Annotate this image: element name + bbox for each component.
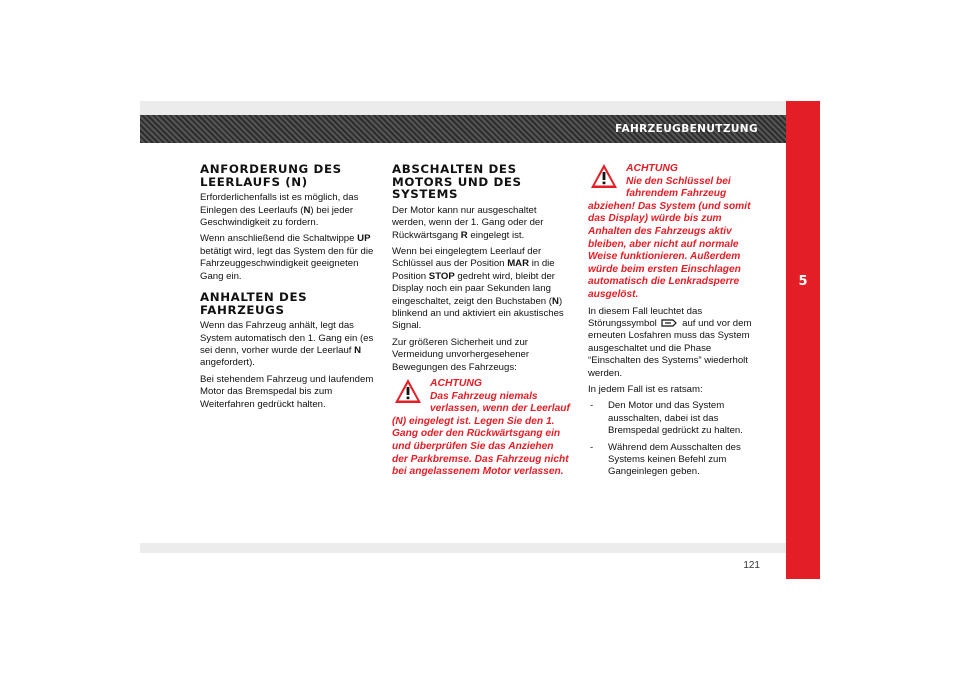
bottom-gray-strip <box>140 543 786 553</box>
heading-stopping-vehicle: ANHALTEN DES FAHRZEUGS <box>200 290 308 317</box>
list-item: - Während dem Ausschalten des Systems keinen Befehl zum Gangeinlegen geben. <box>590 441 741 478</box>
paragraph: Bei stehendem Fahrzeug und laufendem Motor das Bremspedal bis zum Weiterfahren gedrückt halten. <box>200 373 374 410</box>
section-title: FAHRZEUGBENUTZUNG <box>615 123 758 135</box>
column-middle <box>392 163 572 479</box>
section-header-band <box>140 115 786 143</box>
chapter-tab <box>786 101 820 579</box>
paragraph: Wenn das Fahrzeug anhält, legt das System automatisch den 1. Gang ein (es sei denn, vorher wurde der Leerlauf N angefordert). <box>200 320 374 369</box>
paragraph: In diesem Fall leuchtet das Störungssymbol auf und vor dem erneuten Losfahren muss das System ausgeschaltet und die Phase “Einschalten des Systems” wiederholt werden. <box>588 305 752 379</box>
paragraph: Zur größeren Sicherheit und zur Vermeidung unvorhergesehener Bewegungen des Fahrzeugs: <box>392 336 530 373</box>
paragraph: Wenn bei eingelegtem Leerlauf der Schlüssel aus der Position MAR in die Position STOP gedreht wird, bleibt der Display noch ein paar Sekunden lang eingeschaltet, zeigt den Buchstaben (N) blinkend an und aktiviert ein akustisches Signal. <box>392 246 564 332</box>
paragraph: Der Motor kann nur ausgeschaltet werden, wenn der 1. Gang oder der Rückwärtsgang R eingelegt ist. <box>392 204 544 241</box>
paragraph: Erforderlichenfalls ist es möglich, das Einlegen des Leerlaufs (N) bei jeder Geschwindigkeit zu fordern. <box>200 192 359 228</box>
column-right <box>588 163 766 483</box>
warning-text: Das Fahrzeug niemals verlassen, wenn der Leerlauf (N) eingelegt ist. Legen Sie den 1. Gang oder den Rückwärtsgang ein und überprüfen Sie das Anziehen der Parkbremse. Das Fahrzeug nicht bei angelassenem Motor verlassen. <box>392 390 570 478</box>
heading-engine-shutdown: ABSCHALTEN DES MOTORS UND DES SYSTEMS <box>392 162 522 202</box>
warning-heading: ACHTUNG <box>430 378 482 390</box>
warning-triangle-icon <box>590 163 618 189</box>
paragraph: Wenn anschließend die Schaltwippe UP betätigt wird, legt das System den für die Fahrzeuggeschwindigkeit geeigneten Gang ein. <box>200 233 374 282</box>
paragraph: In jedem Fall ist es ratsam: <box>588 383 703 395</box>
warning-heading: ACHTUNG <box>626 163 678 174</box>
chapter-number: 5 <box>798 274 808 289</box>
column-left <box>200 163 376 415</box>
top-gray-strip <box>140 101 786 115</box>
warning-block <box>392 378 572 479</box>
heading-neutral-request: ANFORDERUNG DES LEERLAUFS (N) <box>200 162 342 189</box>
page-number: 121 <box>743 560 760 571</box>
gearbox-warning-icon <box>661 318 677 328</box>
list-item: - Den Motor und das System ausschalten, dabei ist das Bremspedal gedrückt zu halten. <box>590 400 743 437</box>
warning-block <box>588 163 766 302</box>
warning-triangle-icon <box>394 378 422 404</box>
warning-text: Nie den Schlüssel bei fahrendem Fahrzeug abziehen! Das System (und somit das Display) würde bis zum Anhalten des Fahrzeugs aktiv bleiben, aber nicht auf normale Weise funktionieren. Außerdem würde beim ersten Einschlagen automatisch die Lenkradsperre ausgelöst. <box>588 175 751 300</box>
